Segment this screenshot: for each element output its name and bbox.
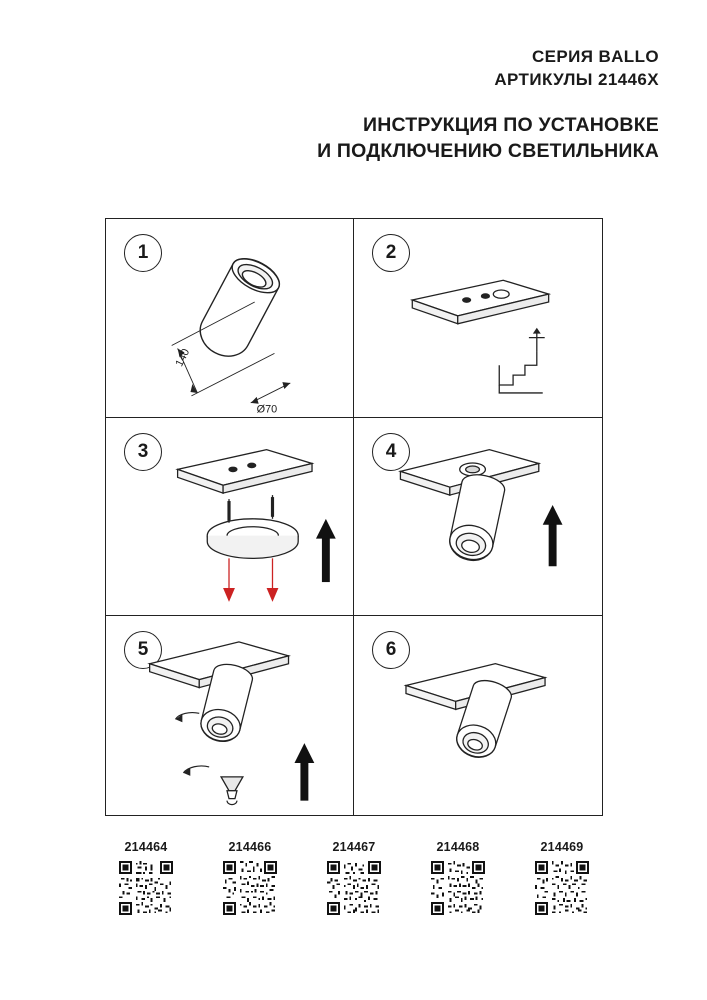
step-4-illustration <box>354 418 602 616</box>
qr-code-icon <box>119 861 173 915</box>
step-number-badge-6: 6 <box>372 631 410 669</box>
qr-item <box>105 840 187 915</box>
steps-grid <box>105 218 603 816</box>
step-number-badge-3: 3 <box>124 433 162 471</box>
step-cell-3 <box>106 418 354 617</box>
article-code-label: 214466 <box>228 840 272 854</box>
step-5-illustration <box>106 616 353 815</box>
step-number-badge-2: 2 <box>372 234 410 272</box>
series-title: СЕРИЯ BALLO <box>531 47 659 66</box>
svg-text:Ø70: Ø70 <box>256 403 278 416</box>
article-title: АРТИКУЛЫ 21446X <box>494 69 659 89</box>
article-code-label: 214468 <box>436 840 480 854</box>
step-cell-5 <box>106 616 354 815</box>
qr-code-icon <box>431 861 485 915</box>
step-cell-6 <box>354 616 602 815</box>
document-header <box>494 46 659 92</box>
qr-item <box>417 840 499 915</box>
qr-item <box>209 840 291 915</box>
qr-code-icon <box>223 861 277 915</box>
article-code-label: 214464 <box>124 840 168 854</box>
step-number-badge-4: 4 <box>372 433 410 471</box>
article-code-label: 214467 <box>332 840 376 854</box>
step-number-badge-5: 5 <box>124 631 162 669</box>
document-subtitle <box>317 112 659 165</box>
qr-code-icon <box>535 861 589 915</box>
qr-item <box>521 840 603 915</box>
step-3-illustration <box>106 418 353 616</box>
article-qr-row <box>105 840 603 915</box>
step-2-illustration <box>354 219 602 417</box>
subtitle-line-1: ИНСТРУКЦИЯ ПО УСТАНОВКЕ <box>362 114 659 136</box>
qr-item <box>313 840 395 915</box>
svg-text:140: 140 <box>173 347 193 369</box>
step-cell-1 <box>106 219 354 418</box>
step-cell-4 <box>354 418 602 617</box>
step-6-illustration <box>354 616 602 815</box>
article-code-label: 214469 <box>540 840 584 854</box>
qr-code-icon <box>327 861 381 915</box>
subtitle-line-2: И ПОДКЛЮЧЕНИЮ СВЕТИЛЬНИКА <box>317 140 659 163</box>
step-cell-2 <box>354 219 602 418</box>
step-number-badge-1: 1 <box>124 234 162 272</box>
step-1-illustration <box>106 219 353 417</box>
